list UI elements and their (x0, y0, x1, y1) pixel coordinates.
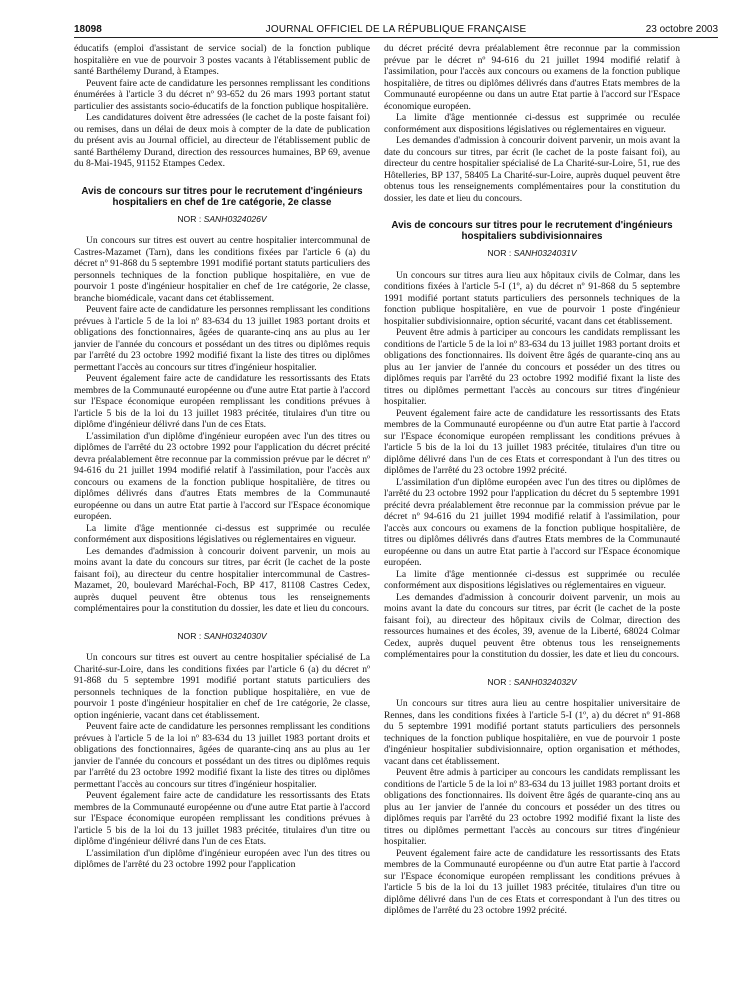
nor-reference: NOR : SANH0324030V (177, 630, 267, 641)
nor-reference: NOR : SANH0324026V (177, 213, 267, 224)
paragraph: Peuvent également faire acte de candidature les ressortissants des Etats membres de la Communauté européenne ou d'un autre Etat partie à l'accord sur l'Espace économique européen remplissant les conditions prévues à l'article 5 bis de la loi du 13 juillet 1983 précitée, titulaires d'un titre ou diplôme délivré dans l'un de ces Etats et correspondant à l'un des titres ou diplômes de l'arrêté du 23 octobre 1992 précité. (384, 407, 680, 476)
paragraph: La limite d'âge mentionnée ci-dessus est supprimée ou reculée conformément aux dispositions législatives ou réglementaires en vigueur. (384, 568, 680, 591)
paragraph: Peuvent également faire acte de candidature les ressortissants des Etats membres de la Communauté européenne ou d'une autre Etat partie à l'accord sur l'Espace économique européen remplissant les conditions prévues à l'article 5 bis de la loi du 13 juillet 1983 précitée, titulaires d'un titre ou diplôme d'ingénieur délivré dans l'un de ces Etats. (74, 373, 370, 430)
paragraph: Peuvent faire acte de candidature les personnes remplissant les conditions prévues à l'article 5 de la loi nº 83-634 du 13 juillet 1983 portant droits et obligations des fonctionnaires, âgées de quarante-cinq ans au plus au 1er janvier de l'année du concours et possédant un des titres ou diplômes requis par l'arrêté du 23 octobre 1992 modifié fixant la liste des titres ou diplômes permettant l'accès au concours sur titres d'ingénieur hospitalier. (74, 721, 370, 790)
paragraph: Les demandes d'admission à concourir doivent parvenir, un mois au moins avant la date du concours sur titres, par écrit (le cachet de la poste faisant foi), au directeur du centre hospitalier intercommunal de Castres-Mazamet, 20, boulevard Maréchal-Foch, BP 417, 81108 Castres Cedex, auprès duquel peuvent être obtenus tous les renseignements complémentaires pour la constitution du dossier, les date et lieu du concours. (74, 545, 370, 614)
paragraph: La limite d'âge mentionnée ci-dessus est supprimée ou reculée conformément aux dispositions législatives ou réglementaires en vigueur. (384, 112, 680, 135)
paragraph: Les demandes d'admission à concourir doivent parvenir, un mois avant la date du concours sur titres, par écrit (le cachet de la poste faisant foi), au directeur du centre hospitalier spécialisé de La Charité-sur-Loire, 51, rue des Hôtelleries, BP 137, 58405 La Charité-sur-Loire, auprès duquel peuvent être obtenus tous les renseignements complémentaires pour la constitution du dossier, les date et lieu du concours. (384, 135, 680, 204)
paragraph: Un concours sur titres est ouvert au centre hospitalier intercommunal de Castres-Mazamet (Tarn), dans les conditions fixées par l'article 6 (a) du décret nº 91-868 du 5 septembre 1991 modifié portant statuts particuliers des personnels techniques de la fonction publique hospitalière, en vue de pourvoir 1 poste d'ingénieur hospitalier en chef de 1re catégorie, 2e classe, branche biomédicale, vacant dans cet établissement. (74, 235, 370, 304)
paragraph: Peuvent faire acte de candidature les personnes remplissant les conditions énumérées à l'article 3 du décret nº 93-652 du 26 mars 1993 portant statut particulier des assistants socio-éducatifs de la fonction publique hospitalière. (74, 77, 370, 112)
right-column (384, 43, 680, 917)
paragraph: Peuvent également faire acte de candidature les ressortissants des Etats membres de la Communauté européenne ou d'un autre Etat partie à l'accord sur l'Espace économique européen remplissant les conditions prévues à l'article 5 bis de la loi du 13 juillet 1983 précitée, titulaires d'un titre ou diplôme délivré dans l'un de ces Etats et correspondant à l'un des titres ou diplômes de l'arrêté du 23 octobre 1992 précité. (384, 847, 680, 916)
paragraph: Un concours sur titres aura lieu aux hôpitaux civils de Colmar, dans les conditions fixées à l'article 5-I (1º, a) du décret nº 91-868 du 5 septembre 1991 modifié portant statuts particuliers des personnels techniques de la fonction publique hospitalière, en vue de pourvoir 1 poste d'ingénieur hospitalier subdivisionnaire, option sécurité, vacant dans cet établissement. (384, 269, 680, 327)
paragraph: Peuvent également faire acte de candidature les ressortissants des Etats membres de la Communauté européenne ou d'une autre Etat partie à l'accord sur l'Espace économique européen remplissant les conditions prévues à l'article 5 bis de la loi du 13 juillet 1983 précitée, titulaires d'un titre ou diplôme d'ingénieur délivré dans l'un de ces Etats. (74, 790, 370, 847)
section-heading: Avis de concours sur titres pour le recrutement d'ingénieurs hospitaliers subdivisionnaires (391, 220, 673, 242)
paragraph: Un concours sur titres est ouvert au centre hospitalier spécialisé de La Charité-sur-Loire, dans les conditions fixées par l'article 6 (a) du décret nº 91-868 du 5 septembre 1991 modifié portant statuts particuliers des personnels techniques de la fonction publique hospitalière, en vue de pourvoir 1 poste d'ingénieur hospitalier en chef de 1re catégorie, 2e classe, option ingénierie, vacant dans cet établissement. (74, 652, 370, 721)
paragraph: éducatifs (emploi d'assistant de service social) de la fonction publique hospitalière en vue de pourvoir 3 postes vacants à l'établissement public de santé Barthélemy Durand, à Etampes. (74, 43, 370, 77)
paragraph: Les candidatures doivent être adressées (le cachet de la poste faisant foi) ou remises, dans un délai de deux mois à compter de la date de publication du présent avis au Journal officiel, au directeur de l'établissement public de santé Barthélemy Durand, direction des ressources humaines, BP 69, avenue du 8-Mai-1945, 91152 Etampes Cedex. (74, 112, 370, 169)
left-column (74, 43, 370, 871)
paragraph: Les demandes d'admission à concourir doivent parvenir, un mois au moins avant la date du concours sur titres, par écrit (le cachet de la poste faisant foi), au directeur des hôpitaux civils de Colmar, direction des ressources humaines et des écoles, 39, avenue de la Liberté, 68024 Colmar Cedex, auprès duquel peuvent être obtenus tous les renseignements complémentaires pour la constitution du dossier, les date et lieu du concours. (384, 591, 680, 660)
nor-reference: NOR : SANH0324032V (487, 676, 577, 687)
paragraph: L'assimilation d'un diplôme d'ingénieur européen avec l'un des titres ou diplômes de l'arrêté du 23 octobre 1992 pour l'application du décret précité devra préalablement être reconnue par la commission prévue par le décret nº 94-616 du 21 juillet 1994 modifié relatif à l'assimilation, pour l'accès aux concours ou examens de la fonction publique hospitalière, de titres ou diplômes délivrés dans d'autres Etats membres de la Communauté européenne ou dans un autre Etat partie à l'accord sur l'Espace économique européen. (74, 430, 370, 522)
journal-title: JOURNAL OFFICIEL DE LA RÉPUBLIQUE FRANÇAISE (265, 24, 527, 35)
paragraph: Peuvent faire acte de candidature les personnes remplissant les conditions prévues à l'article 5 de la loi nº 83-634 du 13 juillet 1983 portant droits et obligations des fonctionnaires, âgées de quarante-cinq ans au plus au 1er janvier de l'année du concours et possédant un des titres ou diplômes requis par l'arrêté du 23 octobre 1992 modifié fixant la liste des titres ou diplômes permettant l'accès au concours sur titres d'ingénieur hospitalier. (74, 304, 370, 373)
paragraph: Peuvent être admis à participer au concours les candidats remplissant les conditions de l'article 5 de la loi nº 83-634 du 13 juillet 1983 portant droits et obligations des fonctionnaires. Ils doivent être âgés de quarante-cinq ans au plus au 1er janvier de l'année du concours et posséder un des titres ou diplômes requis par l'arrêté du 23 octobre 1992 modifié fixant la liste des titres ou diplômes permettant l'accès au concours sur titres d'ingénieur hospitalier. (384, 767, 680, 847)
section-heading: Avis de concours sur titres pour le recrutement d'ingénieurs hospitaliers en chef de 1re catégorie, 2e classe (81, 185, 363, 208)
paragraph: L'assimilation d'un diplôme d'ingénieur européen avec l'un des titres ou diplômes de l'arrêté du 23 octobre 1992 pour l'application (74, 847, 370, 870)
nor-reference: NOR : SANH0324031V (487, 248, 577, 258)
paragraph: Un concours sur titres aura lieu au centre hospitalier universitaire de Rennes, dans les conditions fixées à l'article 5-I (1º, a) du décret nº 91-868 du 5 septembre 1991 modifié portant statuts particuliers des personnels techniques de la fonction publique hospitalière, en vue de pourvoir 1 poste d'ingénieur hospitalier subdivisionnaire, option organisation et méthodes, vacant dans cet établissement. (384, 698, 680, 767)
publication-date: 23 octobre 2003 (645, 24, 718, 35)
paragraph: du décret précité devra préalablement être reconnue par la commission prévue par le décret nº 94-616 du 21 juillet 1994 modifié relatif à l'assimilation, pour l'accès aux concours ou examens de la fonction publique hospitalière, de titres ou diplômes délivrés dans d'autres Etats membres de la Communauté européenne ou dans un autre Etat partie à l'accord sur l'Espace économique européen. (384, 43, 680, 112)
paragraph: La limite d'âge mentionnée ci-dessus est supprimée ou reculée conformément aux dispositions législatives ou réglementaires en vigueur. (74, 522, 370, 545)
header-rule (74, 37, 718, 38)
paragraph: L'assimilation d'un diplôme européen avec l'un des titres ou diplômes de l'arrêté du 23 octobre 1992 pour l'application du décret du 5 septembre 1991 précité devra préalablement être reconnue par la commission prévue par le décret nº 94-616 du 21 juillet 1994 modifié relatif à l'assimilation, pour l'accès aux concours ou examens de la fonction publique hospitalière, de titres ou diplômes délivrés dans d'autres Etats membres de la Communauté européenne ou dans un autre Etat partie à l'accord sur l'Espace économique européen. (384, 476, 680, 568)
page-number: 18098 (74, 24, 102, 35)
paragraph: Peuvent être admis à participer au concours les candidats remplissant les conditions de l'article 5 de la loi nº 83-634 du 13 juillet 1983 portant droits et obligations des fonctionnaires. Ils doivent être âgés de quarante-cinq ans au plus au 1er janvier de l'année du concours et posséder un des titres ou diplômes requis par l'arrêté du 23 octobre 1992 modifié fixant la liste des titres ou diplômes permettant l'accès au concours sur titres d'ingénieur hospitalier. (384, 327, 680, 407)
